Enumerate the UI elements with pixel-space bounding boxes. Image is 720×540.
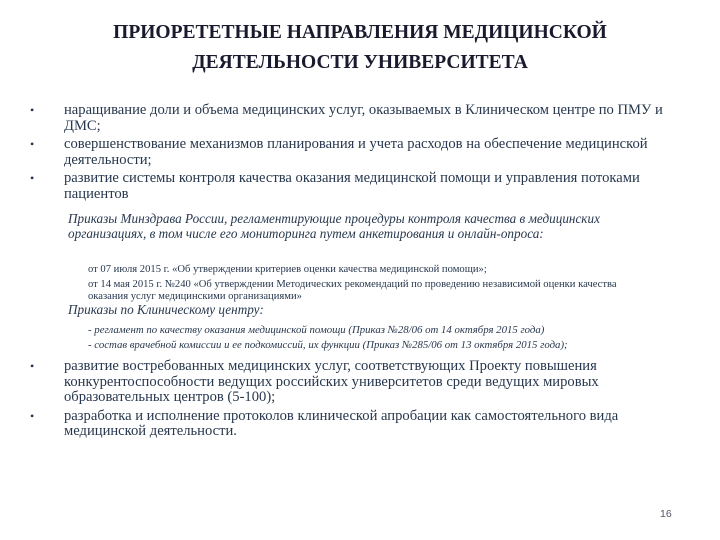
priority-list-bottom bbox=[30, 359, 670, 443]
bullet-icon: • bbox=[30, 359, 35, 373]
list-item bbox=[30, 137, 670, 168]
priority-list-top bbox=[30, 103, 670, 205]
order-item: - регламент по качеству оказания медицинской помощи (Приказ №28/06 от 14 октября 2015 года) bbox=[88, 324, 545, 336]
clinic-orders-list bbox=[88, 323, 688, 353]
list-item-text: разработка и исполнение протоколов клинической апробации как самостоятельного вида медицинской деятельности. bbox=[64, 407, 619, 439]
list-item bbox=[30, 409, 670, 440]
page-number: 16 bbox=[660, 508, 672, 520]
list-item-text: совершенствование механизмов планирования и учета расходов на обеспечение медицинской деятельности; bbox=[64, 136, 648, 168]
list-item bbox=[30, 103, 670, 134]
slide-title bbox=[0, 18, 720, 78]
list-item bbox=[30, 359, 670, 406]
order-item: от 14 мая 2015 г. №240 «Об утверждении Методических рекомендаций по проведению независимой оценки качества оказания услуг медицинскими организациями» bbox=[88, 278, 617, 303]
minzdrav-orders-list bbox=[88, 264, 648, 306]
minzdrav-orders-heading: Приказы Минздрава России, регламентирующие процедуры контроля качества в медицинских организациях, в том числе его мониторинга путем анкетирования и онлайн-опроса: bbox=[68, 211, 600, 241]
list-item-text: развитие востребованных медицинских услуг, соответствующих Проекту повышения конкурентоспособности ведущих российских университетов среди ведущих мировых образовательных центров (5-100); bbox=[64, 358, 599, 405]
list-item-text: наращивание доли и объема медицинских услуг, оказываемых в Клиническом центре по ПМУ и ДМС; bbox=[64, 102, 663, 134]
list-item bbox=[30, 171, 670, 202]
clinic-orders-heading: Приказы по Клиническому центру: bbox=[68, 302, 264, 317]
list-item-text: развитие системы контроля качества оказания медицинской помощи и управления потоками пациентов bbox=[64, 170, 640, 202]
bullet-icon: • bbox=[30, 408, 35, 423]
order-item: от 07 июля 2015 г. «Об утверждении критериев оценки качества медицинской помощи»; bbox=[88, 264, 487, 275]
title-line-2: ДЕЯТЕЛЬНОСТИ УНИВЕРСИТЕТА bbox=[192, 52, 528, 73]
title-line-1: ПРИОРЕТЕТНЫЕ НАПРАВЛЕНИЯ МЕДИЦИНСКОЙ bbox=[113, 22, 607, 43]
bullet-icon: • bbox=[30, 137, 35, 151]
bullet-icon: • bbox=[30, 171, 35, 185]
order-item: - состав врачебной комиссии и ее подкомиссий, их функции (Приказ №285/06 от 13 октября 2015 года); bbox=[88, 339, 568, 351]
bullet-icon: • bbox=[30, 103, 35, 117]
